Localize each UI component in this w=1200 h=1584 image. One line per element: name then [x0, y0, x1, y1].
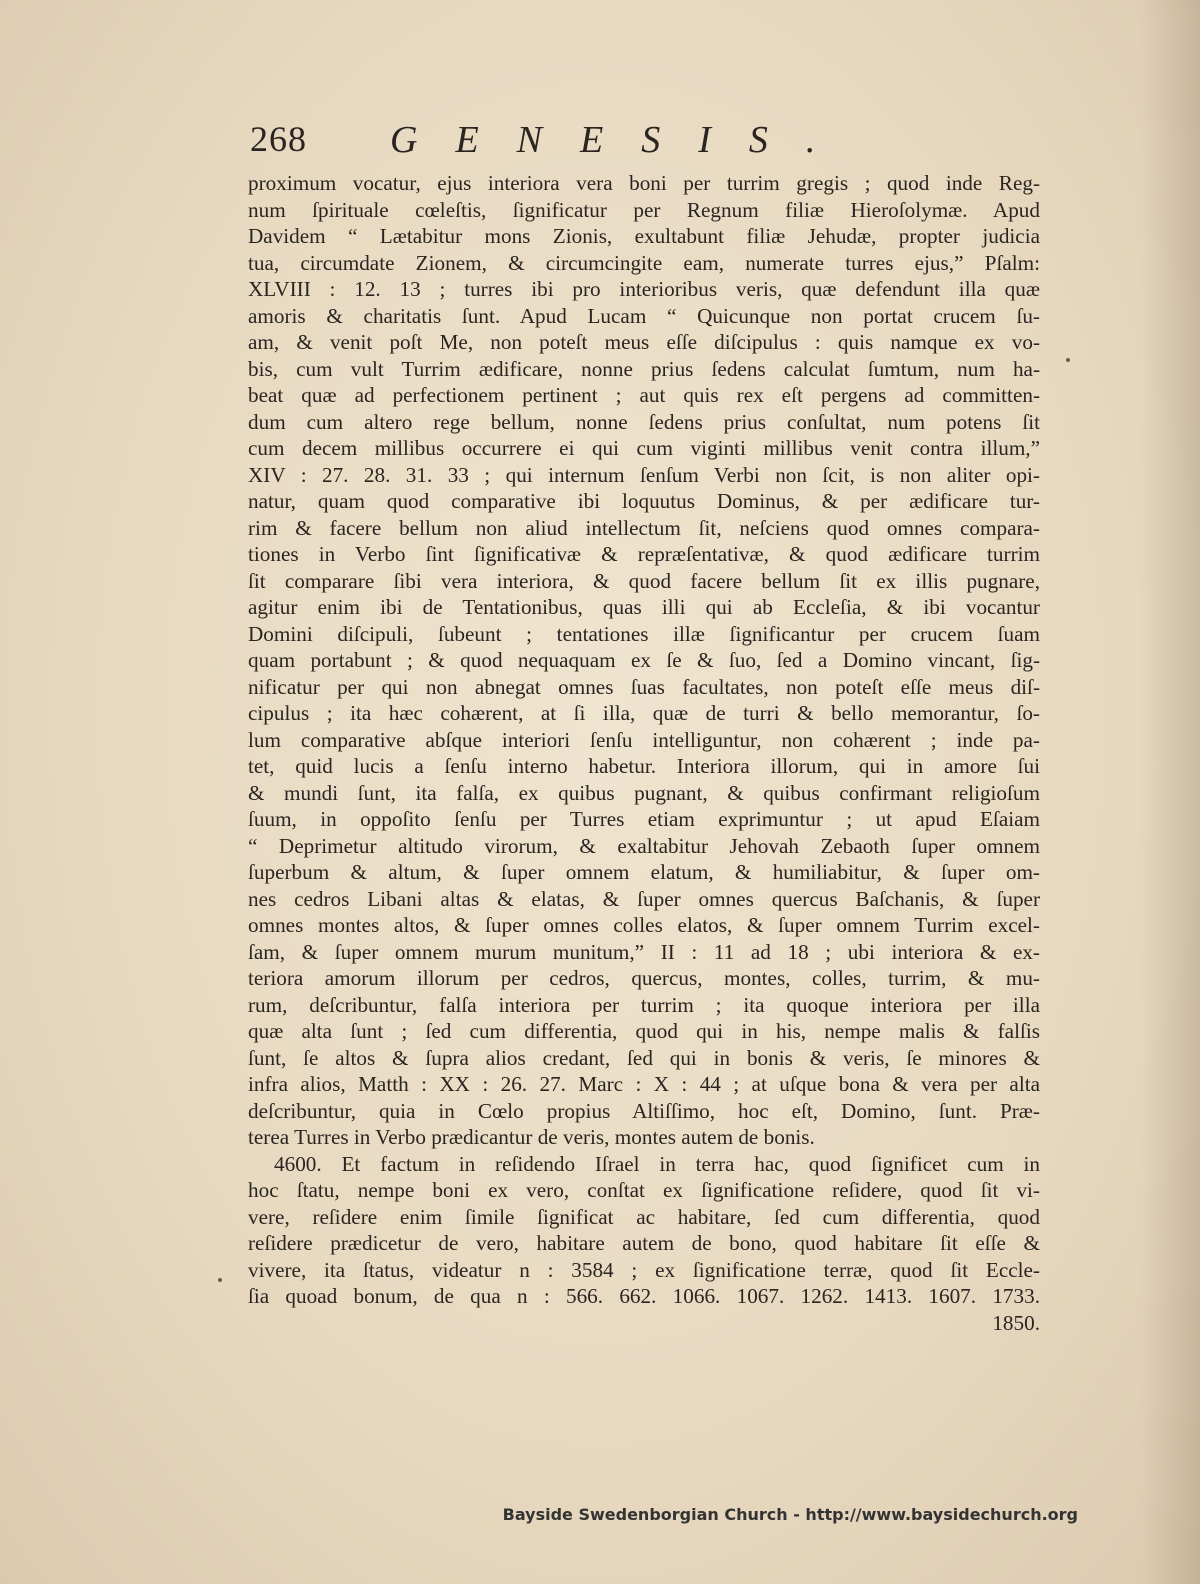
text-line: omnes montes altos, & ſuper omnes colles elatos, & ſuper omnem Turrim excel-	[248, 913, 1040, 937]
text-line: nificatur per qui non abnegat omnes ſuas facultates, non poteſt eſſe meus diſ-	[248, 674, 1040, 699]
text-line: amoris & charitatis ſunt. Apud Lucam “ Quicunque non portat crucem ſu-	[248, 303, 1040, 328]
text-line: 1850.	[992, 1310, 1040, 1335]
text-line: tet, quid lucis a ſenſu interno habetur. Interiora illorum, qui in amore ſui	[248, 754, 1040, 778]
text-line: & mundi ſunt, ita falſa, ex quibus pugnant, & quibus confirmant religioſum	[248, 780, 1040, 805]
text-line: beat quæ ad perfectionem pertinent ; aut quis rex eſt pergens ad committen-	[248, 383, 1040, 407]
text-line: ſuum, in oppoſito ſenſu per Turres etiam exprimuntur ; ut apud Eſaiam	[248, 807, 1040, 831]
text-line: ſuperbum & altum, & ſuper omnem elatum, & humiliabitur, & ſuper om-	[248, 860, 1040, 884]
text-line: am, & venit poſt Me, non poteſt meus eſſe diſcipulus : quis namque ex vo-	[248, 330, 1040, 354]
text-line: cipulus ; ita hæc cohærent, at ſi illa, quæ de turri & bello memorantur, ſo-	[248, 701, 1040, 725]
text-line: vivere, ita ſtatus, videatur n : 3584 ; ex ſignificatione terræ, quod ſit Eccle-	[248, 1257, 1040, 1282]
text-line: agitur enim ibi de Tentationibus, quas illi qui ab Eccleſia, & ibi vocantur	[248, 595, 1040, 619]
footer-credit[interactable]: Bayside Swedenborgian Church - http://www.baysidechurch.org	[502, 1505, 1078, 1524]
speck-mark	[1066, 358, 1070, 362]
text-line: cum decem millibus occurrere ei qui cum viginti millibus venit contra illum,”	[248, 436, 1040, 460]
running-title: GENESIS.	[390, 119, 854, 161]
text-line: 4600. Et factum in reſidendo Iſrael in terra hac, quod ſignificet cum in	[274, 1151, 1040, 1176]
text-line: quæ alta ſunt ; ſed cum differentia, quod qui in his, nempe malis & falſis	[248, 1019, 1040, 1043]
text-line: “ Deprimetur altitudo virorum, & exaltabitur Jehovah Zebaoth ſuper omnem	[248, 833, 1040, 858]
body-text	[248, 170, 1040, 1336]
text-line: ſit comparare ſibi vera interiora, & quod facere bellum ſit ex illis pugnare,	[248, 568, 1040, 593]
text-line: ſia quoad bonum, de qua n : 566. 662. 1066. 1067. 1262. 1413. 1607. 1733.	[248, 1284, 1040, 1308]
page-number: 268	[250, 119, 307, 159]
text-line: XLVIII : 12. 13 ; turres ibi pro interioribus veris, quæ defendunt illa quæ	[248, 277, 1040, 301]
text-line: bis, cum vult Turrim ædificare, nonne prius ſedens calculat ſumtum, num ha-	[248, 356, 1040, 381]
text-line: teriora amorum illorum per cedros, quercus, montes, colles, turrim, & mu-	[248, 966, 1040, 990]
text-line: tiones in Verbo ſint ſignificativæ & repræſentativæ, & quod ædificare turrim	[248, 542, 1040, 566]
text-line: tua, circumdate Zionem, & circumcingite eam, numerate turres ejus,” Pſalm:	[248, 250, 1040, 275]
text-line: rum, deſcribuntur, falſa interiora per turrim ; ita quoque interiora per illa	[248, 992, 1040, 1017]
speck-mark	[218, 1278, 222, 1282]
text-line: hoc ſtatu, nempe boni ex vero, conſtat ex ſignificatione reſidere, quod ſit vi-	[248, 1178, 1040, 1202]
text-line: natur, quam quod comparative ibi loquutus Dominus, & per ædificare tur-	[248, 489, 1040, 513]
text-line: dum cum altero rege bellum, nonne ſedens prius conſultat, num potens ſit	[248, 409, 1040, 434]
text-line: reſidere prædicetur de vero, habitare autem de bono, quod habitare ſit eſſe &	[248, 1231, 1040, 1255]
text-line: deſcribuntur, quia in Cœlo propius Altiſſimo, hoc eſt, Domino, ſunt. Præ-	[248, 1098, 1040, 1123]
text-line: Domini diſcipuli, ſubeunt ; tentationes illæ ſignificantur per crucem ſuam	[248, 621, 1040, 646]
text-line: terea Turres in Verbo prædicantur de veris, montes autem de bonis.	[248, 1125, 815, 1149]
text-line: nes cedros Libani altas & elatas, & ſuper omnes quercus Baſchanis, & ſuper	[248, 886, 1040, 911]
text-line: vere, reſidere enim ſimile ſignificat ac habitare, ſed cum differentia, quod	[248, 1204, 1040, 1229]
text-line: ſunt, ſe altos & ſupra alios credant, ſed qui in bonis & veris, ſe minores &	[248, 1045, 1040, 1070]
text-line: Davidem “ Lætabitur mons Zionis, exultabunt filiæ Jehudæ, propter judicia	[248, 224, 1040, 248]
text-line: proximum vocatur, ejus interiora vera boni per turrim gregis ; quod inde Reg-	[248, 171, 1040, 195]
page-edge-shadow	[1140, 0, 1200, 1584]
text-line: infra alios, Matth : XX : 26. 27. Marc : X : 44 ; at uſque bona & vera per alta	[248, 1072, 1040, 1096]
text-line: num ſpirituale cœleſtis, ſignificatur per Regnum filiæ Hieroſolymæ. Apud	[248, 197, 1040, 222]
text-line: lum comparative abſque interiori ſenſu intelliguntur, non cohærent ; inde pa-	[248, 727, 1040, 752]
page-header	[250, 118, 910, 166]
text-line: quam portabunt ; & quod nequaquam ex ſe & ſuo, ſed a Domino vincant, ſig-	[248, 648, 1040, 672]
text-line: rim & facere bellum non aliud intellectum ſit, neſciens quod omnes compara-	[248, 515, 1040, 540]
text-line: XIV : 27. 28. 31. 33 ; qui internum ſenſum Verbi non ſcit, is non aliter opi-	[248, 462, 1040, 487]
text-line: ſam, & ſuper omnem murum munitum,” II : 11 ad 18 ; ubi interiora & ex-	[248, 939, 1040, 964]
